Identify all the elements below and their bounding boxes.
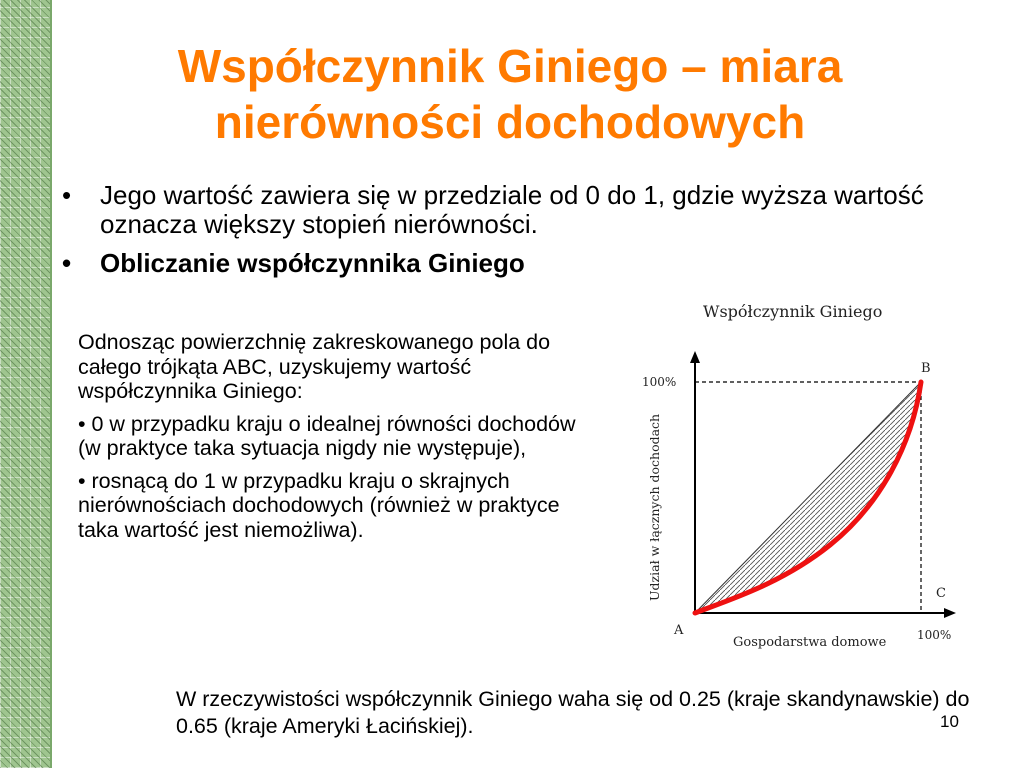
- point-c-label: C: [936, 586, 946, 601]
- title-line-1: Współczynnik Giniego – miara: [177, 40, 843, 92]
- explanation-paragraph: • rosnącą do 1 w przypadku kraju o skrajnych nierównościach dochodowych (również w praktyce taka wartość jest niemożliwa).: [78, 468, 560, 542]
- bullet-marker: •: [62, 180, 72, 210]
- equality-line: [695, 382, 921, 613]
- point-b-label: B: [921, 361, 931, 376]
- y-axis-arrow: [690, 351, 700, 363]
- explanation-paragraph: • 0 w przypadku kraju o idealnej równości dochodów (w praktyce taka sytuacja nigdy nie występuje),: [78, 411, 576, 460]
- x-axis-arrow: [944, 608, 956, 618]
- slide-title: [70, 38, 950, 150]
- bullet-list: [62, 181, 962, 288]
- x-axis-label: Gospodarstwa domowe: [733, 635, 887, 650]
- y-max-label: 100%: [642, 375, 677, 389]
- bullet-text: Obliczanie współczynnika Giniego: [100, 248, 525, 278]
- point-a-label: A: [674, 623, 684, 638]
- gini-diagram: [630, 295, 975, 665]
- figure-title: Współczynnik Giniego: [703, 302, 883, 321]
- bullet-text: Jego wartość zawiera się w przedziale od 0 do 1, gdzie wyższa wartość oznacza większy stopień nierówności.: [100, 180, 924, 239]
- explanation-column: [78, 330, 598, 550]
- bullet-marker: •: [62, 248, 72, 278]
- bullet-item-range: [62, 181, 962, 239]
- decorative-sidebar: [0, 0, 52, 768]
- gini-figure: [630, 295, 975, 665]
- bottom-note: W rzeczywistości współczynnik Giniego waha się od 0.25 (kraje skandynawskie) do 0.65 (kraje Ameryki Łacińskiej).: [176, 687, 970, 738]
- x-max-label: 100%: [917, 628, 952, 642]
- bullet-item-calculation: [62, 249, 962, 278]
- title-line-2: nierówności dochodowych: [214, 96, 806, 148]
- page-number: 10: [940, 712, 959, 731]
- y-axis-label: Udział w łącznych dochodach: [647, 413, 662, 601]
- explanation-paragraph: Odnosząc powierzchnię zakreskowanego pola do całego trójkąta ABC, uzyskujemy wartość współczynnika Giniego:: [78, 330, 551, 403]
